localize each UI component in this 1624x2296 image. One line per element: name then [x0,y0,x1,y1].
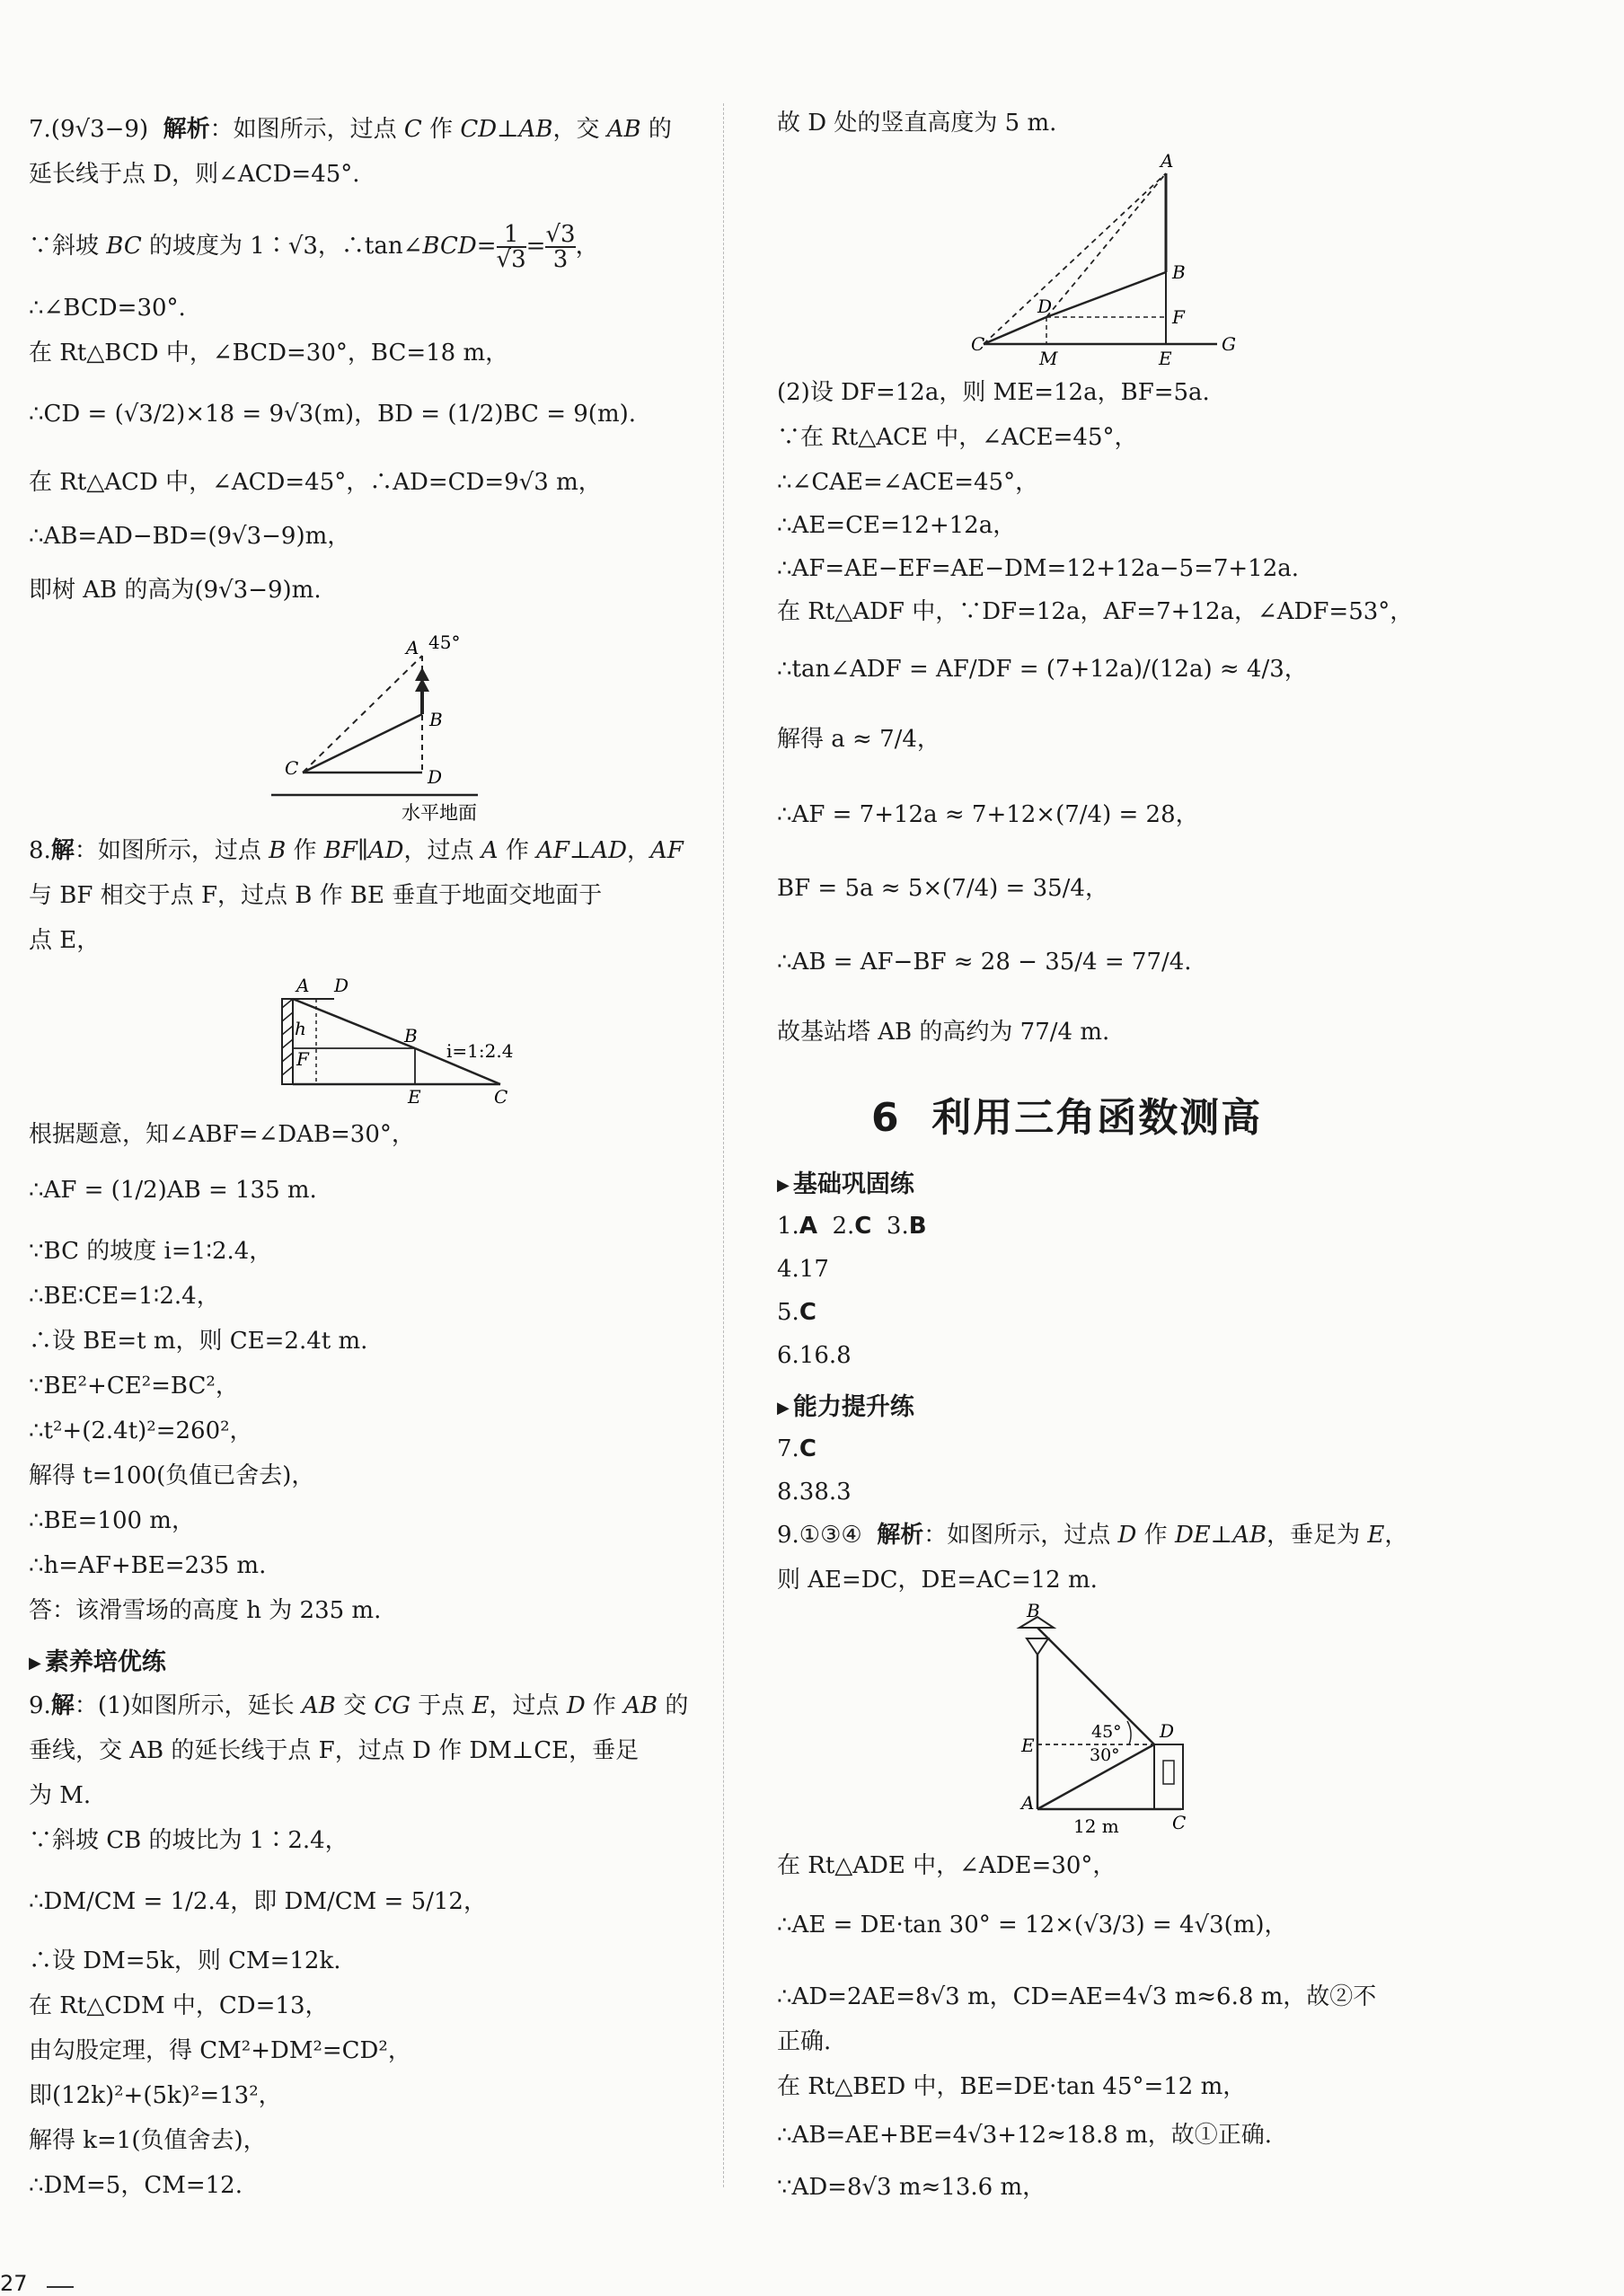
q8-line-10: ∴t²+(2.4t)²=260²， [29,1417,253,1444]
q8-line-11: 解得 t=100(负值已舍去)， [29,1462,315,1489]
r-line-11: BF = 5a ≈ 5×(7/4) = 35/4， [777,875,1108,902]
q7-line-9: 即树 AB 的高为(9√3−9)m. [29,577,322,604]
fig9b-label-b: B [1027,1600,1040,1621]
q9-line-2: 垂线，交 AB 的延长线于点 F，过点 D 作 DM⊥CE，垂足 [29,1737,640,1764]
fig9b-label-d: D [1160,1720,1175,1742]
q9-line-7: 在 Rt△CDM 中，CD=13， [29,1992,329,2019]
fig9b-label-a: A [1021,1792,1035,1814]
q8-line-9: ∵BE²+CE²=BC²， [29,1373,239,1400]
fig9b-label-c: C [1172,1812,1187,1833]
fig7-label-d: D [428,766,443,788]
figure-q7 [262,629,532,831]
fig9b-label-45: 45° [1091,1722,1122,1742]
r-line-4: ∴∠CAE=∠ACE=45°， [777,469,1039,496]
figure-q9-building [1002,1600,1235,1843]
fig7-label-c: C [285,757,299,779]
section-suyang: ▶ 素养培优练 [29,1642,166,1677]
r-line-5: ∴AE=CE=12+12a， [777,512,1017,539]
q8-line-14: 答：该滑雪场的高度 h 为 235 m. [29,1597,382,1624]
q9r-line-5: ∴AD=2AE=8√3 m，CD=AE=4√3 m≈6.8 m，故②不 [777,1983,1377,2010]
q9r-line-9: ∵AD=8√3 m≈13.6 m， [777,2174,1046,2201]
r-line-1: 故 D 处的竖直高度为 5 m. [777,110,1057,137]
q9r-line-7: 在 Rt△BED 中，BE=DE·tan 45°=12 m， [777,2073,1247,2100]
section-title-text: 利用三角函数测高 [931,1095,1263,1141]
r-line-10: ∴AF = 7+12a ≈ 7+12×(7/4) = 28， [777,801,1199,828]
q9-line-10: 解得 k=1(负值舍去)， [29,2127,267,2154]
basic-answer-4: 6.16.8 [777,1342,852,1369]
q8-line-1: 8.解：如图所示，过点 B 作 BF∥AD，过点 A 作 AF⊥AD，AF [29,837,684,864]
q8-line-6: ∵BC 的坡度 i=1∶2.4， [29,1238,273,1265]
q9r-line-8: ∴AB=AE+BE=4√3+12≈18.8 m，故①正确. [777,2122,1273,2149]
fig9a-label-f: F [1172,306,1185,328]
basic-answer-2: 4.17 [777,1256,829,1283]
fig8-label-a: A [296,975,310,996]
q9-line-4: ∵斜坡 CB 的坡比为 1∶2.4， [29,1827,349,1854]
fig9a-label-c: C [971,333,985,355]
fig9a-label-d: D [1037,296,1053,317]
q9-line-6: ∴设 DM=5k，则 CM=12k. [29,1947,341,1974]
section-title-num: 6 [871,1095,901,1141]
basic-answer-3: 5.C [777,1299,816,1326]
fig9a-label-g: G [1222,333,1236,355]
q9-line-3: 为 M. [29,1782,92,1809]
q9-line-5: ∴DM/CM = 1/2.4，即 DM/CM = 5/12， [29,1888,487,1915]
fig9a-label-a: A [1161,150,1174,172]
q7-line-5: 在 Rt△BCD 中，∠BCD=30°，BC=18 m， [29,340,509,366]
fig9b-label-30: 30° [1090,1745,1120,1765]
r-line-12: ∴AB = AF−BF ≈ 28 − 35/4 = 77/4. [777,949,1192,976]
r-line-3: ∵在 Rt△ACE 中，∠ACE=45°， [777,424,1138,451]
q9r-line-3: 在 Rt△ADE 中，∠ADE=30°， [777,1852,1116,1879]
q8-line-2: 与 BF 相交于点 F，过点 B 作 BE 垂直于地面交地面于 [29,882,603,909]
q7-line-8: ∴AB=AD−BD=(9√3−9)m， [29,523,351,550]
q8-line-12: ∴BE=100 m， [29,1507,195,1534]
fig7-label-angle: 45° [428,631,461,653]
q9r-line-4: ∴AE = DE·tan 30° = 12×(√3/3) = 4√3(m)， [777,1912,1288,1938]
q7-line-3: ∵斜坡 BC 的坡度为 1∶√3，∴tan∠BCD= $\frac{1}{√3}$ = $\frac{√3}{3}$ ， [29,221,599,273]
page-number: 27 [0,2271,28,2296]
r-line-9: 解得 a ≈ 7/4， [777,726,940,753]
fig8-label-h: h [295,1018,306,1039]
q9-line-11: ∴DM=5，CM=12. [29,2172,243,2199]
fig9a-label-m: M [1039,348,1058,369]
ability-answer-1: 7.C [777,1435,816,1462]
section-jichu: ▶ 基础巩固练 [777,1164,914,1199]
q9r-line-2: 则 AE=DC，DE=AC=12 m. [777,1567,1098,1594]
fig7-label-b: B [429,709,443,730]
q9-line-9: 即(12k)²+(5k)²=13²， [29,2082,282,2109]
section-nengli: ▶ 能力提升练 [777,1387,914,1422]
section-title [871,1085,1262,1143]
figure-q9-tower [971,150,1244,375]
q8-line-5: ∴AF = (1/2)AB = 135 m. [29,1177,317,1204]
fig8-label-d: D [334,975,349,996]
q8-line-4: 根据题意，知∠ABF=∠DAB=30°， [29,1121,415,1148]
q7-line-2: 延长线于点 D，则∠ACD=45°. [29,161,360,188]
r-line-13: 故基站塔 AB 的高约为 77/4 m. [777,1019,1110,1046]
fig8-label-f: F [296,1048,309,1070]
page-number-rule [47,2286,74,2288]
q8-line-7: ∴BE∶CE=1∶2.4， [29,1283,220,1310]
r-line-8: ∴tan∠ADF = AF/DF = (7+12a)/(12a) ≈ 4/3， [777,656,1308,683]
q8-line-3: 点 E， [29,927,101,954]
basic-answer-1: 1.A 2.C 3.B [777,1213,927,1240]
q9-line-8: 由勾股定理，得 CM²+DM²=CD²， [29,2037,411,2064]
q7-line-7: 在 Rt△ACD 中，∠ACD=45°，∴AD=CD=9√3 m， [29,469,602,496]
fig8-label-b: B [404,1025,418,1046]
q8-line-8: ∴设 BE=t m，则 CE=2.4t m. [29,1328,368,1355]
fig8-label-slope: i=1:2.4 [446,1040,514,1062]
figure-q8 [262,972,532,1107]
q7-line-6: ∴CD = (√3/2)×18 = 9√3(m)，BD = (1/2)BC = 9(m). [29,401,637,428]
q9-line-1: 9.解：(1)如图所示，延长 AB 交 CG 于点 E，过点 D 作 AB 的 [29,1692,689,1719]
q9r-line-6: 正确. [777,2028,832,2055]
ability-answer-2: 8.38.3 [777,1479,852,1506]
fig8-label-e: E [408,1086,421,1108]
q7-line-1: 7.(9√3−9) 解析：如图所示，过点 C 作 CD⊥AB，交 AB 的 [29,116,672,143]
r-line-6: ∴AF=AE−EF=AE−DM=12+12a−5=7+12a. [777,555,1300,582]
fig9b-label-dist: 12 m [1073,1815,1119,1837]
q9r-line-1: 9.①③④ 解析：如图所示，过点 D 作 DE⊥AB，垂足为 E， [777,1522,1408,1549]
q8-line-13: ∴h=AF+BE=235 m. [29,1552,267,1579]
fig9a-label-b: B [1172,261,1186,283]
q7-line-4: ∴∠BCD=30°. [29,295,186,322]
fig9b-label-e: E [1021,1735,1035,1756]
fig9a-label-e: E [1159,348,1172,369]
r-line-7: 在 Rt△ADF 中，∵DF=12a，AF=7+12a，∠ADF=53°， [777,598,1414,625]
fig7-label-ground: 水平地面 [402,802,477,824]
column-divider [723,103,724,2187]
fig7-label-a: A [406,637,419,658]
r-line-2: (2)设 DF=12a，则 ME=12a，BF=5a. [777,379,1210,406]
fig8-label-c: C [494,1086,508,1108]
